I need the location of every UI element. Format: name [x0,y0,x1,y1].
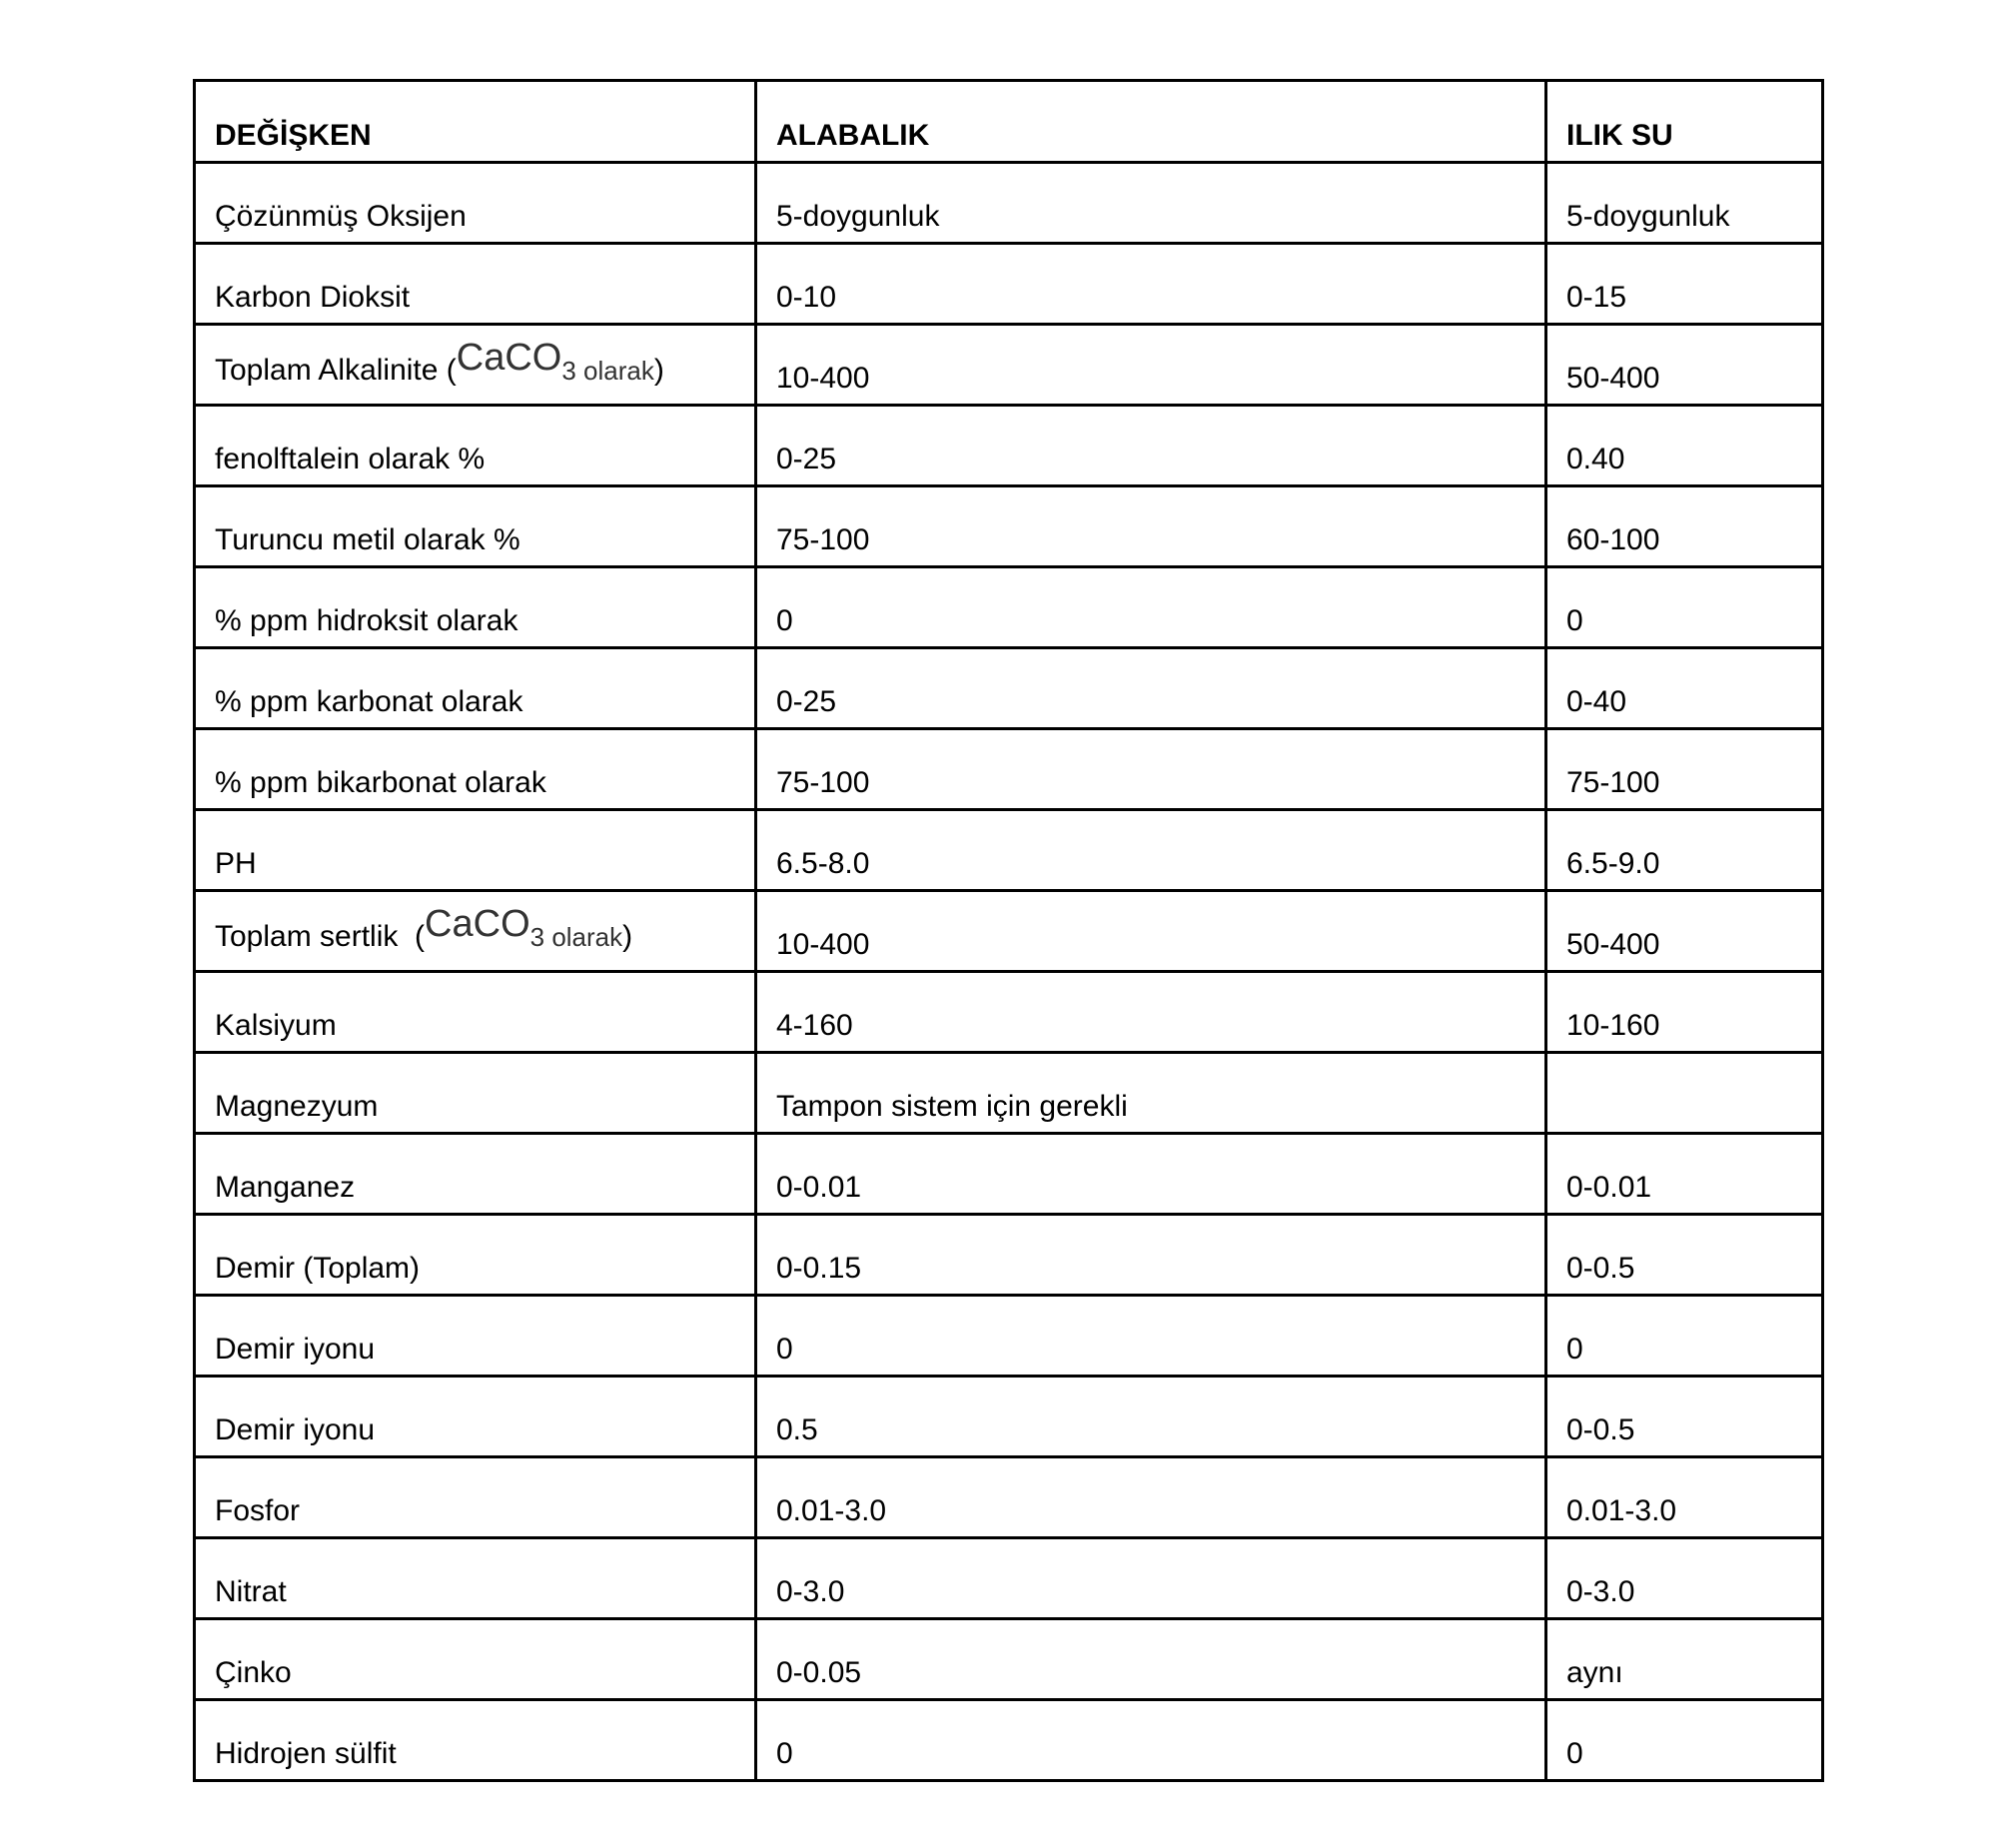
warm-water-value: 0 [1546,1296,1823,1377]
trout-value: 10-400 [756,891,1546,972]
table-row [195,1053,1823,1134]
trout-value: 0-3.0 [756,1538,1546,1619]
trout-value: 0-25 [756,648,1546,729]
trout-value: 0.5 [756,1377,1546,1457]
warm-water-value: 10-160 [1546,972,1823,1053]
table-row [195,163,1823,244]
trout-value: 0-0.05 [756,1619,1546,1700]
row-label-text: Toplam sertlik ( [215,920,426,953]
row-label: % ppm bikarbonat olarak [195,729,756,810]
warm-water-value: 0-15 [1546,244,1823,325]
warm-water-value: 50-400 [1546,891,1823,972]
table-row [195,729,1823,810]
table-row [195,972,1823,1053]
table-row [195,1700,1823,1781]
header-variable: DEĞİŞKEN [195,81,756,163]
warm-water-value: 0-0.5 [1546,1215,1823,1296]
trout-value: 0.01-3.0 [756,1457,1546,1538]
row-label: Demir iyonu [195,1377,756,1457]
table-header-row [195,81,1823,163]
row-label: Çözünmüş Oksijen [195,163,756,244]
trout-value: 0 [756,1296,1546,1377]
warm-water-value: 75-100 [1546,729,1823,810]
water-quality-table [193,79,1824,1782]
table-row [195,1215,1823,1296]
table-row [195,244,1823,325]
chemical-formula [425,903,623,952]
row-label: Magnezyum [195,1053,756,1134]
trout-value: 0-0.01 [756,1134,1546,1215]
formula-subscript: 3 olarak [529,922,623,952]
row-label: Demir iyonu [195,1296,756,1377]
chemical-formula [456,337,654,386]
warm-water-value: 50-400 [1546,325,1823,406]
row-label: Kalsiyum [195,972,756,1053]
table-row [195,1457,1823,1538]
row-label-text: Toplam Alkalinite ( [215,354,457,387]
table-row [195,1134,1823,1215]
trout-value: 75-100 [756,729,1546,810]
trout-value: 0 [756,567,1546,648]
table-row [195,325,1823,406]
table-row [195,648,1823,729]
trout-value: 0-25 [756,406,1546,486]
trout-value: Tampon sistem için gerekli [756,1053,1546,1134]
table-row [195,406,1823,486]
formula-text: CaCO [456,337,562,379]
trout-value: 0-0.15 [756,1215,1546,1296]
table-row [195,1296,1823,1377]
warm-water-value: 0.40 [1546,406,1823,486]
row-label [195,325,756,406]
warm-water-value: 0-40 [1546,648,1823,729]
warm-water-value: 0 [1546,1700,1823,1781]
warm-water-value: 0-3.0 [1546,1538,1823,1619]
closing-paren: ) [622,920,633,953]
trout-value: 6.5-8.0 [756,810,1546,891]
warm-water-value: 5-doygunluk [1546,163,1823,244]
warm-water-value: 6.5-9.0 [1546,810,1823,891]
row-label: Demir (Toplam) [195,1215,756,1296]
trout-value: 0-10 [756,244,1546,325]
header-trout: ALABALIK [756,81,1546,163]
table-row [195,486,1823,567]
row-label: fenolftalein olarak % [195,406,756,486]
trout-value: 10-400 [756,325,1546,406]
row-label: Turuncu metil olarak % [195,486,756,567]
row-label [195,891,756,972]
row-label: PH [195,810,756,891]
row-label: Çinko [195,1619,756,1700]
warm-water-value: 0-0.01 [1546,1134,1823,1215]
row-label: Nitrat [195,1538,756,1619]
formula-text: CaCO [425,903,530,945]
table-row [195,810,1823,891]
row-label: % ppm hidroksit olarak [195,567,756,648]
trout-value: 75-100 [756,486,1546,567]
warm-water-value: aynı [1546,1619,1823,1700]
warm-water-value: 0 [1546,567,1823,648]
trout-value: 5-doygunluk [756,163,1546,244]
row-label: Manganez [195,1134,756,1215]
row-label: % ppm karbonat olarak [195,648,756,729]
table-row [195,1538,1823,1619]
table-row [195,1619,1823,1700]
row-label: Hidrojen sülfit [195,1700,756,1781]
warm-water-value: 0.01-3.0 [1546,1457,1823,1538]
closing-paren: ) [653,354,664,387]
table-row [195,567,1823,648]
warm-water-value [1546,1053,1823,1134]
trout-value: 4-160 [756,972,1546,1053]
warm-water-value: 60-100 [1546,486,1823,567]
row-label: Karbon Dioksit [195,244,756,325]
row-label: Fosfor [195,1457,756,1538]
table-row [195,891,1823,972]
formula-subscript: 3 olarak [561,356,654,386]
warm-water-value: 0-0.5 [1546,1377,1823,1457]
trout-value: 0 [756,1700,1546,1781]
header-warm-water: ILIK SU [1546,81,1823,163]
table-row [195,1377,1823,1457]
